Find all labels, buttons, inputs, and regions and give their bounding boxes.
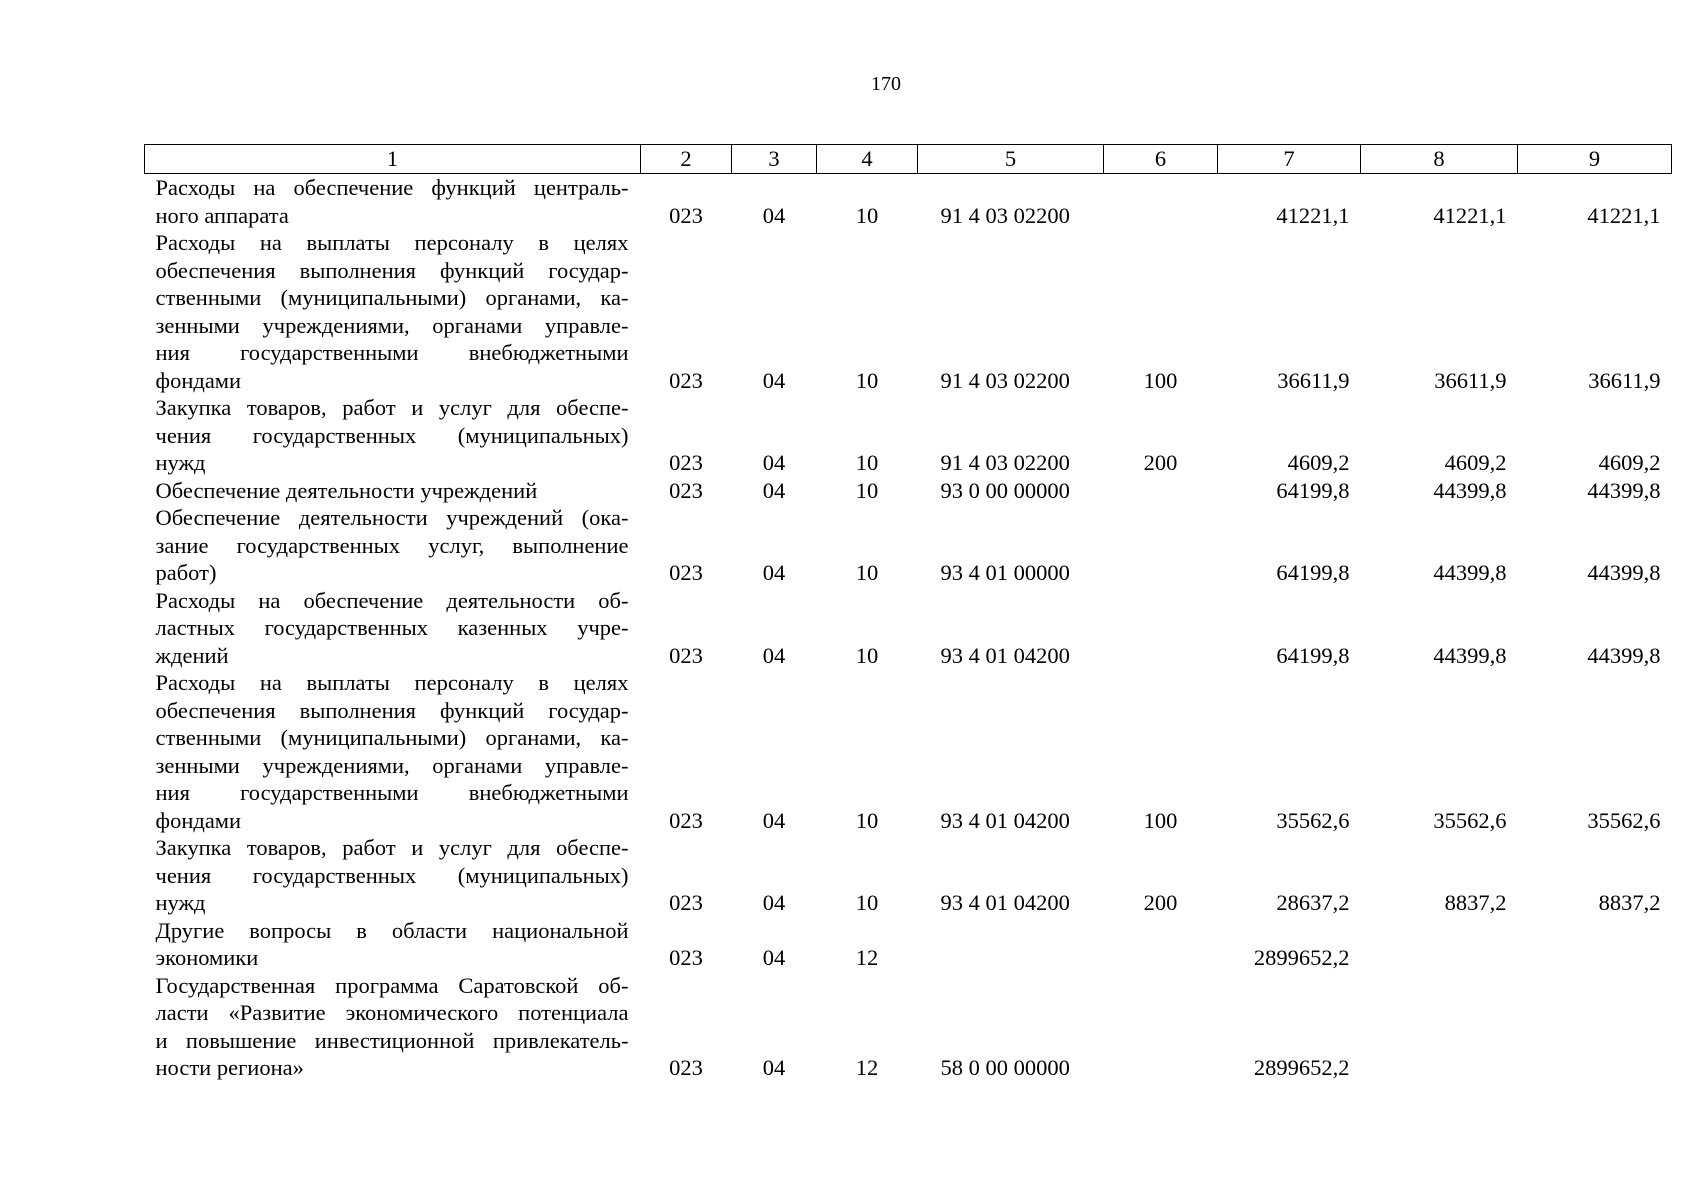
section-code-cell: 04: [762, 560, 786, 585]
expense-item-line: ластных государственных казенных учре-: [155, 615, 629, 640]
subsection-code-cell: 10: [855, 367, 879, 393]
amount-col8-cell: 36611,9: [1434, 367, 1507, 393]
ministry-code-cell: 023: [669, 560, 703, 585]
amount-col9-cell: 8837,2: [1598, 890, 1661, 915]
expense-item-name: [145, 394, 641, 477]
ministry-code-cell: 023: [669, 807, 703, 833]
table-row: [145, 174, 1672, 230]
expense-item-line: нужд: [155, 890, 206, 915]
expense-item-name: [145, 587, 641, 670]
amount-col9-cell: 35562,6: [1587, 807, 1661, 833]
expense-type-cell: [1104, 917, 1218, 972]
expense-item-line: и повышение инвестиционной привлекатель-: [155, 1027, 629, 1053]
ministry-code-cell: 023: [669, 1055, 703, 1080]
ministry-code-cell: 023: [669, 202, 703, 228]
budget-table: [144, 144, 1672, 1082]
target-article-cell: 93 0 00 00000: [940, 477, 1070, 503]
expense-item-name: [145, 834, 641, 917]
amount-col8-cell: 8837,2: [1444, 890, 1507, 915]
expense-item-line: зенными учреждениями, органами управле-: [155, 752, 629, 778]
expense-item-line: работ): [155, 560, 217, 585]
subsection-code-cell: 10: [855, 202, 879, 228]
expense-type-cell: 200: [1143, 890, 1178, 915]
subsection-code-cell: 10: [855, 477, 879, 503]
expense-item-line: ного аппарата: [155, 202, 289, 228]
expense-item-line: фондами: [155, 367, 242, 393]
amount-col9-cell: 44399,8: [1587, 560, 1661, 585]
subsection-code-cell: 10: [855, 560, 879, 585]
amount-col7-cell: 64199,8: [1276, 642, 1350, 668]
expense-item-line: Другие вопросы в области национальной: [155, 917, 629, 943]
subsection-code-cell: 10: [855, 450, 879, 475]
expense-type-cell: [1104, 477, 1218, 505]
column-header: 4: [817, 145, 918, 174]
section-code-cell: 04: [762, 450, 786, 475]
expense-item-line: Расходы на выплаты персоналу в целях: [155, 670, 629, 695]
column-header: 3: [732, 145, 817, 174]
target-article-cell: 91 4 03 02200: [940, 367, 1070, 393]
ministry-code-cell: 023: [669, 477, 703, 503]
expense-item-line: ственными (муниципальными) органами, ка-: [155, 285, 629, 310]
amount-col9-cell: [1518, 972, 1672, 1082]
expense-item-line: ственными (муниципальными) органами, ка-: [155, 725, 629, 750]
ministry-code-cell: 023: [669, 367, 703, 393]
expense-item-name: [145, 669, 641, 834]
expense-item-line: зание государственных услуг, выполнение: [155, 532, 629, 558]
target-article-cell: 93 4 01 04200: [940, 807, 1070, 833]
section-code-cell: 04: [762, 642, 786, 668]
amount-col7-cell: 36611,9: [1277, 367, 1350, 393]
expense-item-line: чения государственных (муниципальных): [155, 422, 629, 448]
section-code-cell: 04: [762, 890, 786, 915]
amount-col7-cell: 64199,8: [1276, 560, 1350, 585]
amount-col7-cell: 41221,1: [1276, 202, 1350, 228]
expense-item-line: экономики: [155, 945, 259, 970]
expense-item-name: [145, 174, 641, 230]
amount-col8-cell: [1361, 917, 1518, 972]
expense-item-line: ждений: [155, 642, 229, 668]
expense-item-line: Закупка товаров, работ и услуг для обеспе-: [155, 395, 629, 420]
subsection-code-cell: 10: [855, 642, 879, 668]
section-code-cell: 04: [762, 807, 786, 833]
amount-col8-cell: 35562,6: [1433, 807, 1507, 833]
table-row: [145, 587, 1672, 670]
expense-item-line: ласти «Развитие экономического потенциала: [155, 1000, 629, 1025]
expense-item-line: Расходы на выплаты персоналу в целях: [155, 230, 629, 255]
section-code-cell: 04: [762, 477, 786, 503]
amount-col8-cell: [1361, 972, 1518, 1082]
expense-item-line: зенными учреждениями, органами управле-: [155, 312, 629, 338]
ministry-code-cell: 023: [669, 450, 703, 475]
page-number: 170: [871, 73, 901, 95]
section-code-cell: 04: [762, 367, 786, 393]
section-code-cell: 04: [762, 945, 786, 970]
amount-col8-cell: 44399,8: [1433, 560, 1507, 585]
amount-col7-cell: 35562,6: [1276, 807, 1350, 833]
expense-type-cell: 200: [1143, 450, 1178, 475]
expense-item-line: обеспечения выполнения функций государ-: [155, 697, 629, 723]
expense-item-line: ния государственными внебюджетными: [155, 340, 629, 365]
expense-item-name: [145, 504, 641, 587]
target-article-cell: [918, 917, 1104, 972]
target-article-cell: 93 4 01 04200: [940, 642, 1070, 668]
expense-item-line: Расходы на обеспечение деятельности об-: [155, 587, 629, 613]
expense-item-line: ности региона»: [155, 1055, 304, 1080]
expense-item-name: [145, 229, 641, 394]
target-article-cell: 91 4 03 02200: [940, 450, 1070, 475]
table-row: [145, 669, 1672, 834]
section-code-cell: 04: [762, 202, 786, 228]
amount-col9-cell: 44399,8: [1587, 642, 1661, 668]
subsection-code-cell: 10: [855, 890, 879, 915]
amount-col9-cell: [1518, 917, 1672, 972]
expense-item-name: [145, 477, 641, 505]
amount-col7-cell: 28637,2: [1276, 890, 1350, 915]
expense-item-line: фондами: [155, 807, 242, 833]
table-row: [145, 229, 1672, 394]
table-row: [145, 504, 1672, 587]
amount-col9-cell: 4609,2: [1598, 450, 1661, 475]
column-header: 8: [1361, 145, 1518, 174]
target-article-cell: 91 4 03 02200: [940, 202, 1070, 228]
expense-item-line: Расходы на обеспечение функций централь-: [155, 175, 629, 200]
table-row: [145, 834, 1672, 917]
column-header: 7: [1218, 145, 1361, 174]
amount-col8-cell: 41221,1: [1433, 202, 1507, 228]
ministry-code-cell: 023: [669, 945, 703, 970]
target-article-cell: 93 4 01 00000: [940, 560, 1070, 585]
amount-col9-cell: 36611,9: [1588, 367, 1661, 393]
expense-item-name: [145, 972, 641, 1082]
amount-col7-cell: 64199,8: [1276, 477, 1350, 503]
target-article-cell: 58 0 00 00000: [940, 1055, 1070, 1080]
ministry-code-cell: 023: [669, 642, 703, 668]
section-code-cell: 04: [762, 1055, 786, 1080]
subsection-code-cell: 10: [855, 807, 879, 833]
amount-col9-cell: 44399,8: [1587, 477, 1661, 503]
table-body: [145, 174, 1672, 1082]
table-row: [145, 477, 1672, 505]
amount-col8-cell: 4609,2: [1444, 450, 1507, 475]
expense-item-line: Закупка товаров, работ и услуг для обеспе-: [155, 835, 629, 860]
amount-col7-cell: 4609,2: [1287, 450, 1350, 475]
expense-type-cell: [1104, 174, 1218, 230]
ministry-code-cell: 023: [669, 890, 703, 915]
column-number-header-row: [145, 145, 1672, 174]
column-header: 5: [918, 145, 1104, 174]
amount-col7-cell: 2899652,2: [1253, 1055, 1350, 1080]
subsection-code-cell: 12: [855, 1055, 879, 1080]
expense-item-line: Обеспечение деятельности учреждений: [155, 477, 538, 503]
column-header: 2: [641, 145, 732, 174]
expense-item-line: обеспечения выполнения функций государ-: [155, 257, 629, 283]
expense-type-cell: [1104, 972, 1218, 1082]
table-row: [145, 394, 1672, 477]
target-article-cell: 93 4 01 04200: [940, 890, 1070, 915]
subsection-code-cell: 12: [855, 945, 879, 970]
amount-col7-cell: 2899652,2: [1253, 945, 1350, 970]
table-row: [145, 972, 1672, 1082]
expense-item-line: Государственная программа Саратовской об-: [155, 972, 629, 998]
table-row: [145, 917, 1672, 972]
expense-type-cell: 100: [1143, 807, 1178, 833]
expense-type-cell: 100: [1143, 367, 1178, 393]
column-header: 1: [145, 145, 641, 174]
expense-item-line: чения государственных (муниципальных): [155, 862, 629, 888]
expense-item-line: ния государственными внебюджетными: [155, 780, 629, 805]
expense-type-cell: [1104, 587, 1218, 670]
amount-col9-cell: 41221,1: [1587, 202, 1661, 228]
column-header: 6: [1104, 145, 1218, 174]
expense-item-name: [145, 917, 641, 972]
amount-col8-cell: 44399,8: [1433, 642, 1507, 668]
expense-item-line: Обеспечение деятельности учреждений (ока-: [155, 505, 629, 530]
column-header: 9: [1518, 145, 1672, 174]
expense-type-cell: [1104, 504, 1218, 587]
expense-item-line: нужд: [155, 450, 206, 475]
amount-col8-cell: 44399,8: [1433, 477, 1507, 503]
